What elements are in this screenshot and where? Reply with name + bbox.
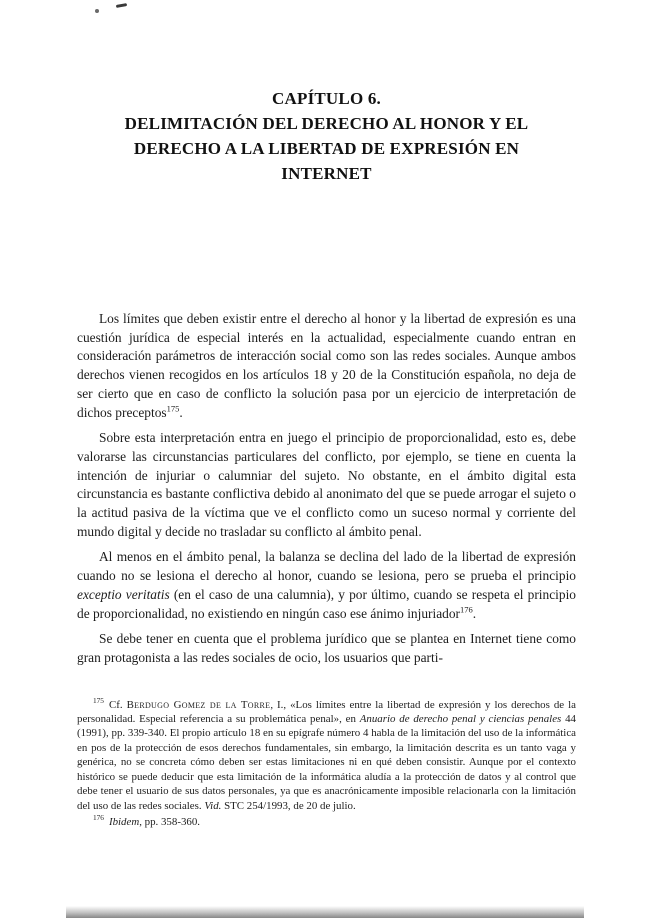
- author-name: Berdugo Gomez de la Torre: [126, 698, 271, 711]
- footnote-text: 44 (1991), pp. 339-340. El propio artículo 18 en su epígrafe número 4 habla de la limitación del uso de la informática en pos de la protección de esos derechos fundamentales, sin embargo, la limitación descrita es un tanto vaga y genérica, no se concreta cómo deben ser estas limitaciones ni en qué deben consistir. Aunque por el contexto histórico se puede deducir que esta limitación de la informática aludía a la protección de datos y al control que debe tener el usuario de sus datos personales, ya que es anacrónicamente imposible relacionarla con la limitación del uso de las redes sociales.: [77, 713, 576, 812]
- footnote-175: [77, 698, 576, 813]
- chapter-title-line: CAPÍTULO 6.: [272, 89, 381, 108]
- footnote-176: [77, 815, 576, 829]
- chapter-title: [77, 86, 576, 186]
- body-paragraph: [77, 429, 576, 541]
- chapter-title-line: INTERNET: [281, 164, 372, 183]
- footnote-ref-176: 176: [460, 604, 473, 615]
- footnote-ref-175: 175: [166, 403, 180, 414]
- body-paragraph: [77, 548, 576, 623]
- body-text: [77, 310, 576, 668]
- footnote-marker: 175: [93, 696, 104, 706]
- footnote-text: Cf.: [108, 698, 127, 711]
- paragraph-text: .: [472, 605, 477, 621]
- scan-artifact: [116, 3, 127, 8]
- latin-abbrev: Vid.: [204, 799, 222, 812]
- footnote-marker: 176: [93, 813, 104, 823]
- body-paragraph: [77, 310, 576, 422]
- body-paragraph: [77, 630, 576, 667]
- journal-title: Anuario de derecho penal y ciencias penales: [359, 713, 562, 726]
- latin-phrase: exceptio veritatis: [77, 586, 170, 602]
- paragraph-text: (en el caso de una calumnia), y por último, cuando se respeta el principio de proporcionalidad, no existiendo en ningún caso ese ánimo injuriador: [77, 586, 576, 621]
- footnotes: [77, 698, 576, 830]
- footnote-text: STC 254/1993, de 20 de julio.: [221, 799, 356, 812]
- paragraph-text: Al menos en el ámbito penal, la balanza se declina del lado de la libertad de expresión cuando no se lesiona el derecho al honor, cuando se lesiona, pero se prueba el principio: [77, 549, 576, 584]
- paragraph-text: Se debe tener en cuenta que el problema jurídico que se plantea en Internet tiene como gran protagonista a las redes sociales de ocio, los usuarios que parti-: [77, 631, 576, 665]
- scan-artifact: [95, 9, 99, 13]
- footnote-text: , I., «Los límites entre la libertad de expresión y los derechos de la personalidad. Especial referencia a su problemática penal», en: [77, 698, 576, 726]
- chapter-title-line: DERECHO A LA LIBERTAD DE EXPRESIÓN EN: [133, 139, 520, 158]
- chapter-title-line: DELIMITACIÓN DEL DERECHO AL HONOR Y EL: [124, 114, 529, 133]
- paragraph-text: Sobre esta interpretación entra en juego el principio de proporcionalidad, esto es, debe valorarse las circunstancias particulares del conflicto, por ejemplo, se tiene en cuenta la intención de injuriar o calumniar del sujeto. No obstante, en el ámbito digital esta circunstancia es bastante conflictiva debido al anonimato del que se puede arrogar el sujeto o la actitud pasiva de la víctima que ve el conflicto como un suceso normal y corriente del mundo digital y decide no trasladar su conflicto al ámbito penal.: [77, 430, 576, 539]
- page-bottom-shadow: [66, 906, 584, 918]
- paragraph-text: .: [179, 404, 183, 420]
- latin-abbrev: Ibidem: [108, 815, 140, 828]
- paragraph-text: Los límites que deben existir entre el derecho al honor y la libertad de expresión es una cuestión jurídica de especial interés en la actualidad, especialmente cuando entran en consideración parámetros de interacción social como son las redes sociales. Aunque ambos derechos vienen recogidos en los artículos 18 y 20 de la Constitución española, no deja de ser cierto que en caso de conflicto la solución pasa por un ejercicio de interpretación de dichos preceptos: [77, 311, 576, 420]
- footnote-text: , pp. 358-360.: [139, 815, 201, 828]
